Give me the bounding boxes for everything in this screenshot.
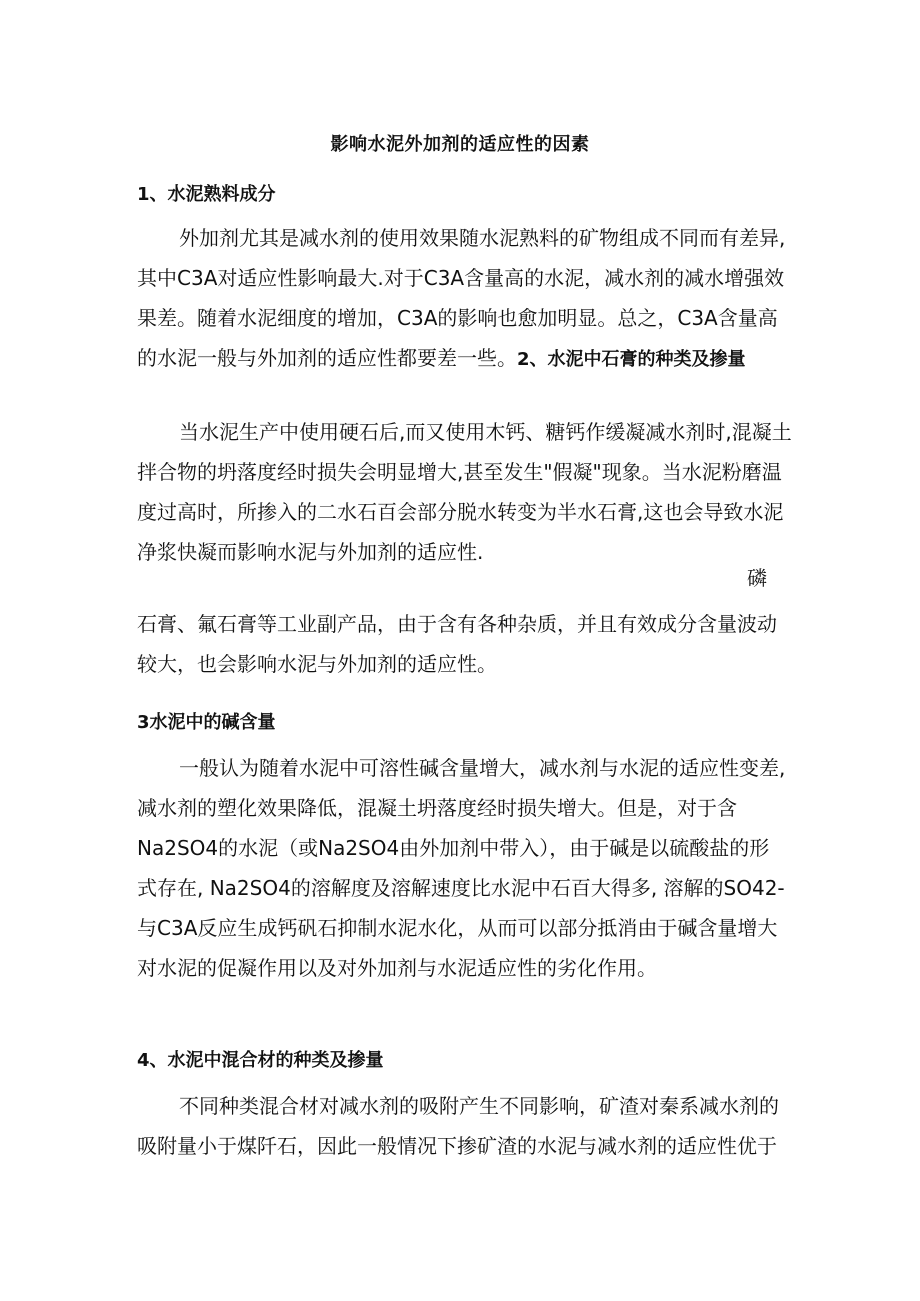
section-1-paragraph [137, 218, 787, 378]
paragraph-line: 拌合物的坍落度经时损失会明显增大,甚至发生"假凝"现象。当水泥粉磨温 [137, 460, 782, 484]
document-title: 影响水泥外加剂的适应性的因素 [330, 134, 590, 155]
section-4-heading: 4、水泥中混合材的种类及掺量 [137, 1050, 384, 1071]
paragraph-line-with-heading [137, 338, 787, 378]
paragraph-line: 式存在, Na2SO4的溶解度及溶解速度比水泥中石百大得多, 溶解的SO42- [137, 876, 785, 900]
paragraph-line: 其中C3A对适应性影响最大.对于C3A含量高的水泥，减水剂的减水增强效 [137, 266, 785, 290]
paragraph-line: 减水剂的塑化效果降低，混凝土坍落度经时损失增大。但是，对于含 [137, 796, 737, 820]
paragraph-line: 不同种类混合材对减水剂的吸附产生不同影响，矿渣对秦系减水剂的 [179, 1094, 779, 1118]
section-1-heading: 1、水泥熟料成分 [137, 184, 276, 205]
paragraph-line: 较大，也会影响水泥与外加剂的适应性。 [137, 652, 497, 676]
paragraph-line: 与C3A反应生成钙矾石抑制水泥水化，从而可以部分抵消由于碱含量增大 [137, 916, 778, 940]
paragraph-line: 一般认为随着水泥中可溶性碱含量增大，减水剂与水泥的适应性变差, [179, 756, 786, 780]
section-2-paragraph-continued [137, 604, 787, 684]
section-3-heading: 3水泥中的碱含量 [137, 712, 276, 733]
paragraph-line: 对水泥的促凝作用以及对外加剂与水泥适应性的劣化作用。 [137, 956, 657, 980]
paragraph-line: 的水泥一般与外加剂的适应性都要差一些。 [137, 346, 517, 370]
section-4-paragraph [137, 1086, 787, 1166]
paragraph-line: 当水泥生产中使用硬石后,而又使用木钙、糖钙作缓凝减水剂时,混凝土 [179, 420, 792, 444]
section-2-paragraph [137, 412, 792, 572]
section-3-paragraph [137, 748, 787, 988]
paragraph-line: Na2SO4的水泥（或Na2SO4由外加剂中带入），由于碱是以硫酸盐的形 [137, 836, 770, 860]
paragraph-line: 度过高时，所掺入的二水石百会部分脱水转变为半水石膏,这也会导致水泥 [137, 500, 784, 524]
section-2-heading: 2、水泥中石膏的种类及掺量 [517, 349, 746, 370]
paragraph-line: 外加剂尤其是减水剂的使用效果随水泥熟料的矿物组成不同而有差异, [179, 226, 786, 250]
paragraph-line: 净浆快凝而影响水泥与外加剂的适应性. [137, 540, 484, 564]
paragraph-line: 吸附量小于煤阡石，因此一般情况下掺矿渣的水泥与减水剂的适应性优于 [137, 1134, 777, 1158]
paragraph-line: 果差。随着水泥细度的增加，C3A的影响也愈加明显。总之，C3A含量高 [137, 306, 778, 330]
paragraph-line: 石膏、氟石膏等工业副产品，由于含有各种杂质，并且有效成分含量波动 [137, 612, 777, 636]
wrapped-character: 磷 [747, 566, 767, 590]
